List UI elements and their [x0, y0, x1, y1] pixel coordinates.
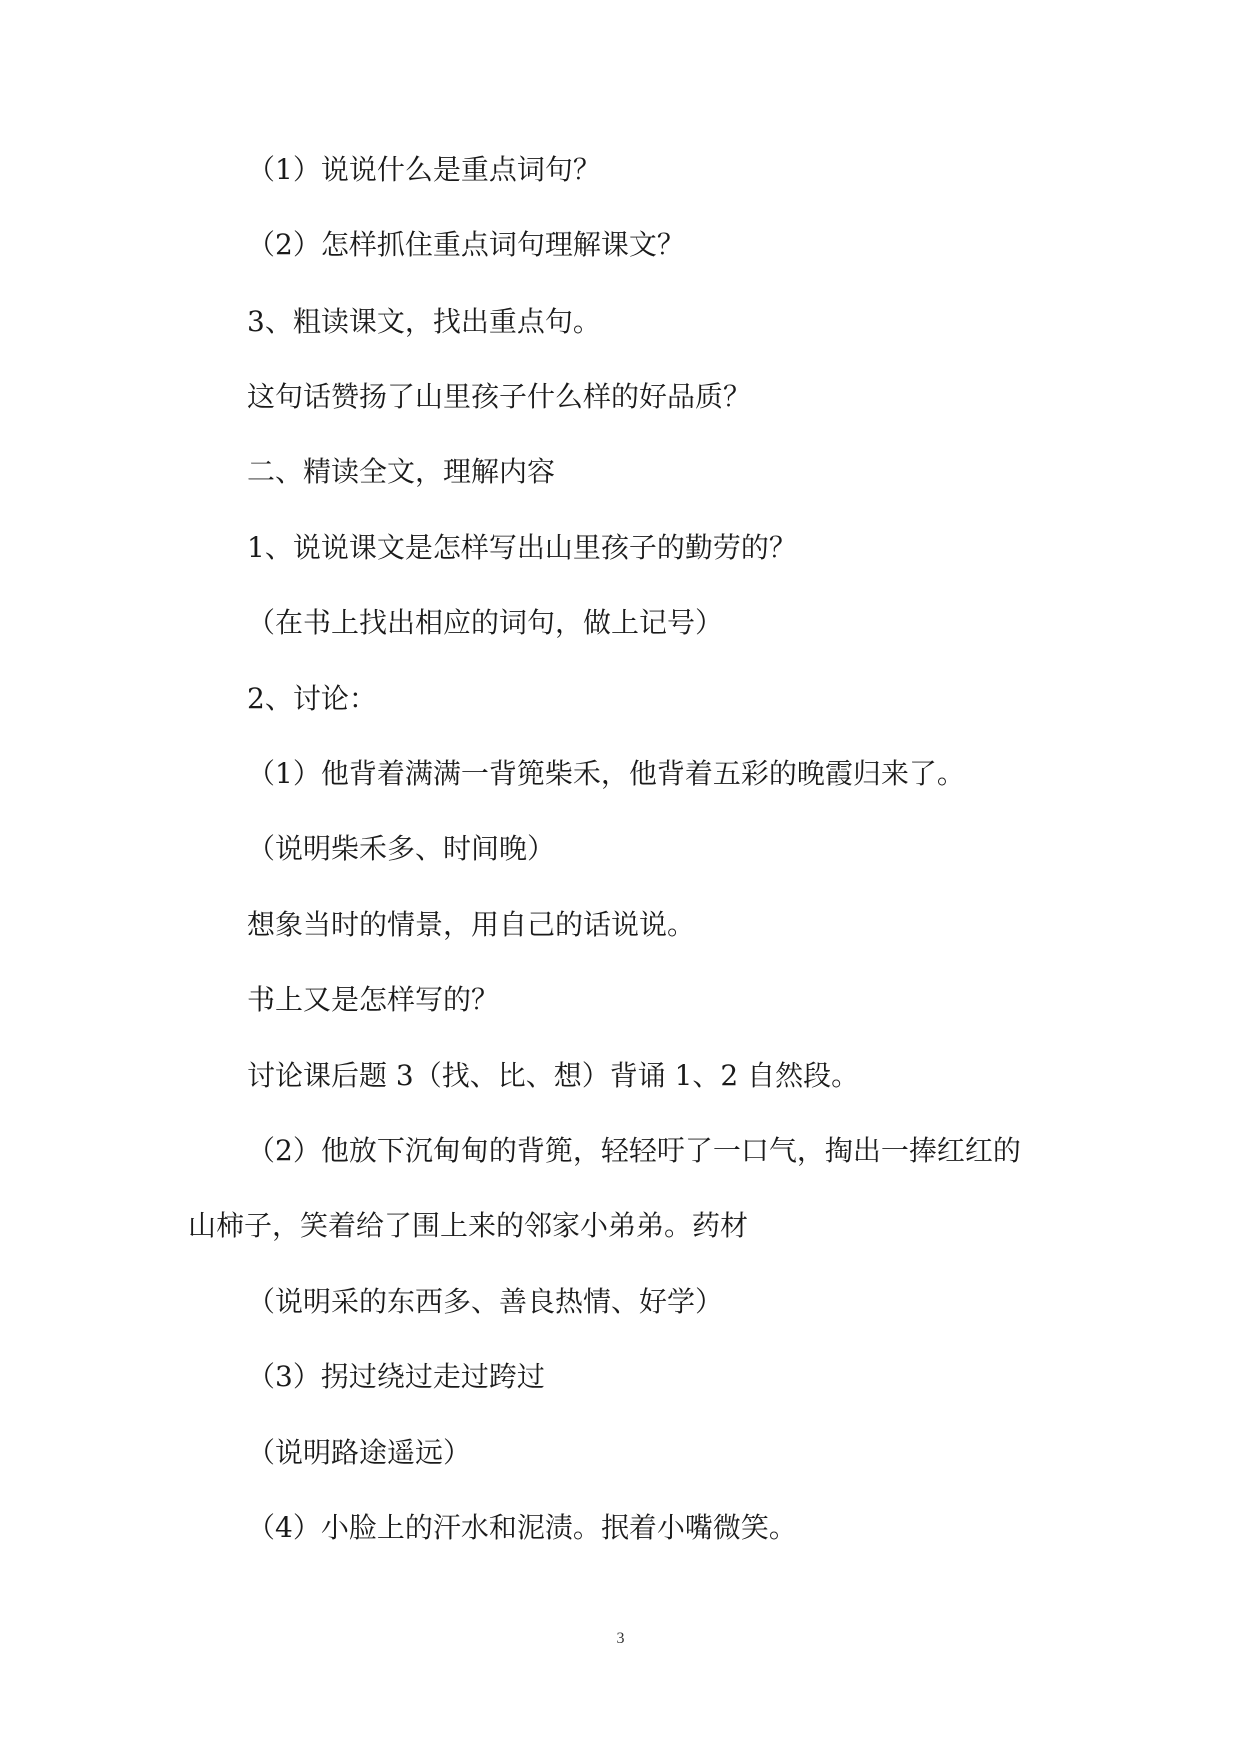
- text-line: （2）他放下沉甸甸的背篼，轻轻吁了一口气，掏出一捧红红的: [247, 1134, 1021, 1167]
- text-line: （在书上找出相应的词句，做上记号）: [247, 606, 724, 639]
- text-line: 讨论课后题 3（找、比、想）背诵 1、2 自然段。: [247, 1059, 860, 1092]
- text-line: 1、说说课文是怎样写出山里孩子的勤劳的？: [247, 531, 797, 564]
- text-line: 书上又是怎样写的？: [247, 983, 500, 1016]
- text-line: （说明路途遥远）: [247, 1436, 472, 1469]
- section-heading: 二、精读全文，理解内容: [247, 455, 556, 488]
- text-line: 3、粗读课文，找出重点句。: [247, 305, 601, 338]
- text-line: （3）拐过绕过走过跨过: [247, 1360, 545, 1393]
- text-line: （4）小脸上的汗水和泥渍。抿着小嘴微笑。: [247, 1511, 797, 1544]
- text-line: 这句话赞扬了山里孩子什么样的好品质？: [247, 380, 752, 413]
- text-line: （说明柴禾多、时间晚）: [247, 832, 556, 865]
- text-line-continuation: 山柿子，笑着给了围上来的邻家小弟弟。药材: [188, 1209, 749, 1242]
- text-line: 想象当时的情景，用自己的话说说。: [247, 908, 696, 941]
- text-line: 2、讨论：: [247, 682, 377, 715]
- text-line: （说明采的东西多、善良热情、好学）: [247, 1285, 724, 1318]
- text-line: （2）怎样抓住重点词句理解课文？: [247, 228, 685, 261]
- page-number: 3: [616, 1630, 625, 1647]
- text-line: （1）说说什么是重点词句？: [247, 153, 601, 186]
- text-line: （1）他背着满满一背篼柴禾，他背着五彩的晚霞归来了。: [247, 757, 965, 790]
